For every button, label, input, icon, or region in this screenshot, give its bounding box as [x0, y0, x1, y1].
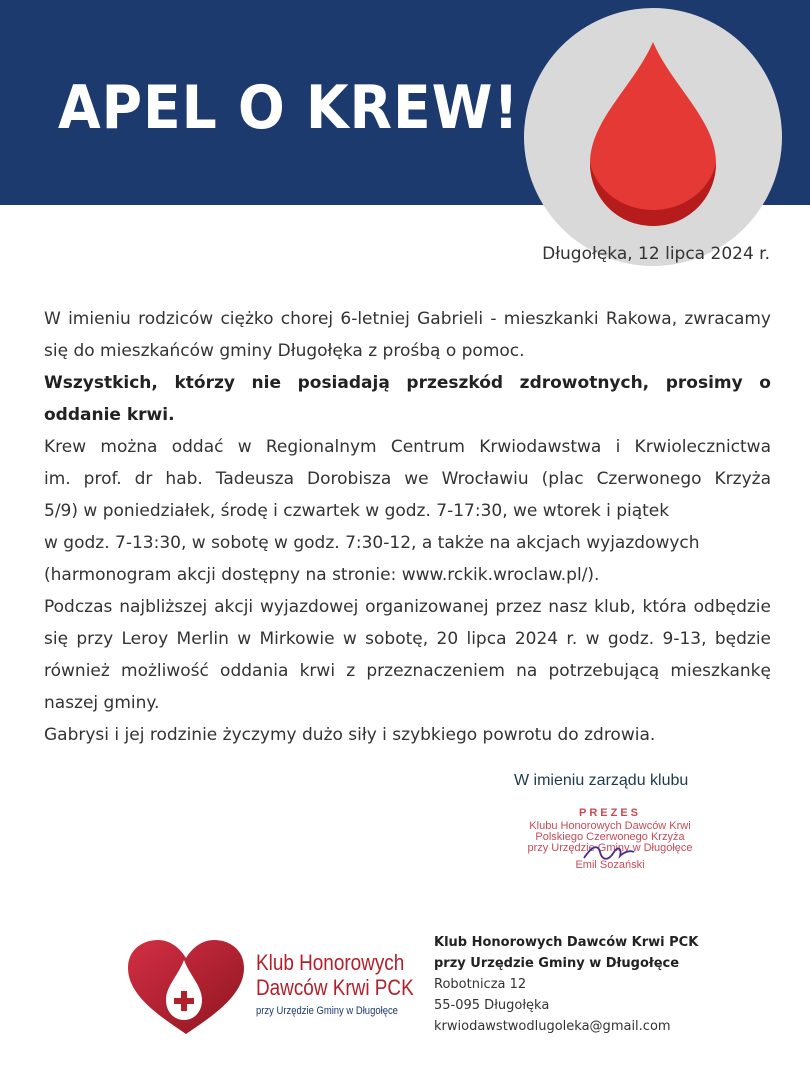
- club-heart-logo: [126, 938, 246, 1038]
- stamp-line: Klubu Honorowych Dawców Krwi: [529, 820, 691, 832]
- where-line: (harmonogram akcji dostępny na stronie: www.rckik.wroclaw.pl/).: [44, 565, 600, 585]
- logo-line: Klub Honorowych: [256, 950, 405, 975]
- wishes-paragraph: Gabrysi i jej rodzinie życzymy dużo siły i szybkiego powrotu do zdrowia.: [44, 725, 656, 745]
- logo-line: Dawców Krwi PCK: [256, 975, 414, 1000]
- blood-drop-icon: [524, 8, 782, 266]
- event-paragraph: Podczas najbliższej akcji wyjazdowej organizowanej przez nasz klub, która odbędzie się przy Leroy Merlin w Mirkowie w sobotę, 20 lipca 2024 r. w godz. 9-13, będzie również możliwość oddania krwi z przeznaczeniem na potrzebującą mieszkankę naszej gminy.: [44, 597, 771, 713]
- signature-heading: W imieniu zarządu klubu: [514, 772, 689, 789]
- stamp-title: PREZES: [578, 807, 641, 819]
- contact-block: [434, 932, 698, 1037]
- handwritten-signature: [578, 840, 638, 866]
- contact-org-line: Klub Honorowych Dawców Krwi PCK: [434, 935, 699, 950]
- stamp-name: Emil Sozański: [575, 859, 645, 871]
- where-line: w godz. 7-13:30, w sobotę w godz. 7:30-12, a także na akcjach wyjazdowych: [44, 533, 700, 553]
- president-stamp: [518, 808, 702, 871]
- where-paragraph: [44, 431, 771, 591]
- club-logo-name: [256, 950, 414, 1000]
- blood-drop-badge: [524, 8, 782, 266]
- contact-street: Robotnicza 12: [434, 977, 527, 992]
- where-line: 5/9) w poniedziałek, środę i czwartek w godz. 7-17:30, we wtorek i piątek: [44, 501, 670, 521]
- contact-city: 55-095 Długołęka: [434, 998, 550, 1013]
- where-line: Krew można oddać w Regionalnym Centrum Krwiodawstwa i Krwiolecznictwa: [44, 437, 771, 457]
- club-logo-subtitle: przy Urzędzie Gminy w Długołęce: [256, 1005, 398, 1017]
- page-title: APEL O KREW!: [58, 73, 520, 143]
- stamp-line: Polskiego Czerwonego Krzyża: [535, 831, 685, 843]
- appeal-paragraph: Wszystkich, którzy nie posiadają przeszkód zdrowotnych, prosimy o oddanie krwi.: [44, 373, 771, 425]
- stamp-line: przy Urzędzie Gminy w Długołęce: [527, 842, 693, 854]
- where-line: im. prof. dr hab. Tadeusza Dorobisza we Wrocławiu (plac Czerwonego Krzyża: [44, 469, 771, 489]
- contact-org-line: przy Urzędzie Gminy w Długołęce: [434, 956, 680, 971]
- intro-paragraph: W imieniu rodziców ciężko chorej 6-letniej Gabrieli - mieszkanki Rakowa, zwracamy się do mieszkańców gminy Długołęka z prośbą o pomoc.: [44, 309, 771, 361]
- letter-date: Długołęka, 12 lipca 2024 r.: [542, 244, 770, 264]
- letter-body: [44, 303, 771, 751]
- contact-email[interactable]: krwiodawstwodlugoleka@gmail.com: [434, 1019, 671, 1034]
